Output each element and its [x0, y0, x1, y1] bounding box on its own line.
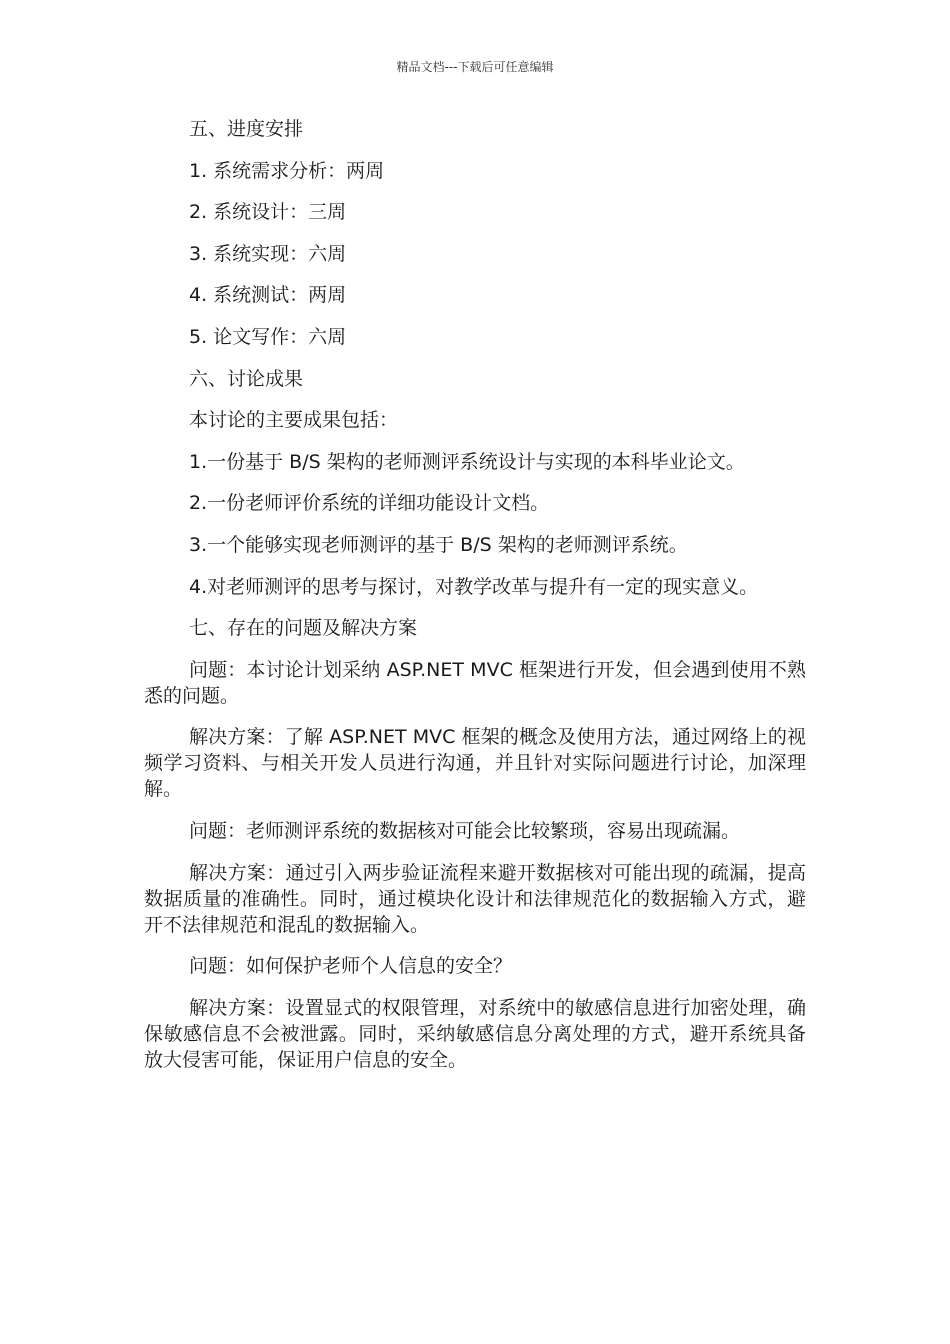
section-heading-problems: 七、存在的问题及解决方案 — [189, 617, 418, 640]
schedule-item: 3. 系统实现：六周 — [189, 242, 347, 265]
section-heading-results: 六、讨论成果 — [189, 367, 304, 390]
problem-paragraph: 问题：老师测评系统的数据核对可能会比较繁琐，容易出现疏漏。 — [189, 819, 741, 842]
schedule-item: 5. 论文写作：六周 — [189, 325, 347, 348]
problem-paragraph: 问题：如何保护老师个人信息的安全？ — [189, 955, 513, 978]
page-header: 精品文档---下载后可任意编辑 — [396, 60, 554, 74]
solution-paragraph: 解决方案：设置显式的权限管理，对系统中的敏感信息进行加密处理，确保敏感信息不会被泄露。同时，采纳敏感信息分离处理的方式，避开系统具备放大侵害可能，保证用户信息的安全。 — [144, 996, 806, 1071]
result-item: 3.一个能够实现老师测评的基于 B/S 架构的老师测评系统。 — [189, 533, 688, 556]
schedule-item: 1. 系统需求分析：两周 — [189, 159, 385, 182]
problem-paragraph: 问题：本讨论计划采纳 ASP.NET MVC 框架进行开发，但会遇到使用不熟悉的问题。 — [144, 658, 806, 707]
document-body — [144, 116, 806, 1088]
schedule-item: 4. 系统测试：两周 — [189, 284, 347, 307]
schedule-item: 2. 系统设计：三周 — [189, 201, 347, 224]
solution-paragraph: 解决方案：通过引入两步验证流程来避开数据核对可能出现的疏漏，提高数据质量的准确性。同时，通过模块化设计和法律规范化的数据输入方式，避开不法律规范和混乱的数据输入。 — [144, 861, 806, 936]
section-heading-schedule: 五、进度安排 — [189, 118, 304, 140]
solution-paragraph: 解决方案：了解 ASP.NET MVC 框架的概念及使用方法，通过网络上的视频学习资料、与相关开发人员进行沟通，并且针对实际问题进行讨论，加深理解。 — [144, 726, 806, 801]
result-item: 4.对老师测评的思考与探讨，对教学改革与提升有一定的现实意义。 — [189, 575, 759, 598]
results-intro: 本讨论的主要成果包括： — [189, 409, 399, 432]
result-item: 1.一份基于 B/S 架构的老师测评系统设计与实现的本科毕业论文。 — [189, 450, 745, 473]
result-item: 2.一份老师评价系统的详细功能设计文档。 — [189, 492, 550, 515]
